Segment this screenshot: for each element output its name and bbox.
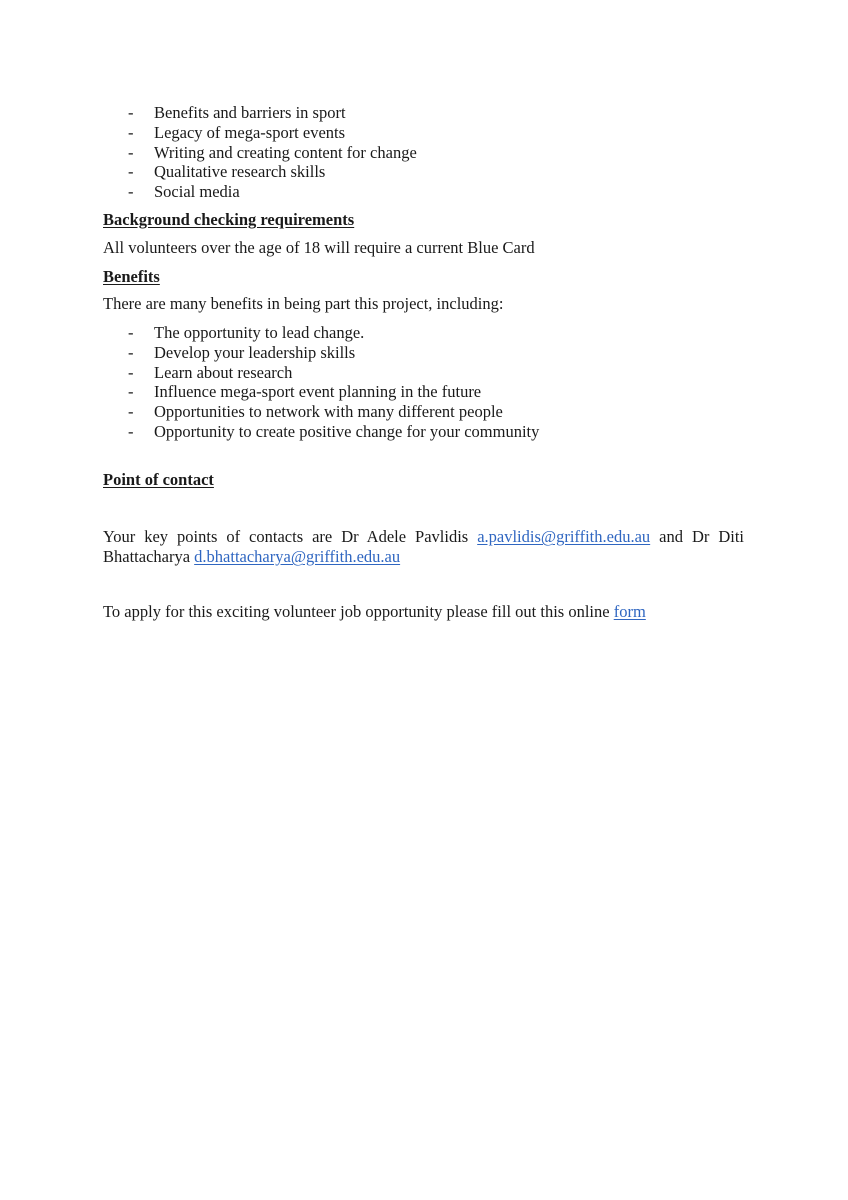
- contact-text-before: Your key points of contacts are Dr Adele Pavlidis: [103, 527, 478, 546]
- bullet-dash: -: [128, 122, 134, 142]
- list-item-text: The opportunity to lead change.: [154, 323, 365, 342]
- bullet-dash: -: [128, 142, 134, 162]
- benefits-heading: Benefits: [103, 267, 160, 286]
- list-item-text: Opportunity to create positive change for your community: [154, 421, 540, 441]
- apply-form-link[interactable]: form: [613, 602, 646, 621]
- apply-paragraph: [103, 602, 646, 622]
- bullet-dash: -: [128, 162, 134, 182]
- list-item-text: Qualitative research skills: [154, 162, 326, 182]
- benefits-intro: There are many benefits in being part this project, including:: [103, 294, 504, 313]
- list-item-text: Writing and creating content for change: [154, 142, 417, 162]
- bullet-dash: -: [128, 382, 134, 402]
- email-link-bhattacharya[interactable]: d.bhattacharya@griffith.edu.au: [194, 547, 401, 566]
- list-item-text: Influence mega-sport event planning in the future: [154, 382, 482, 402]
- contact-heading: Point of contact: [103, 470, 214, 489]
- bullet-dash: -: [128, 402, 134, 422]
- bullet-dash: -: [128, 362, 134, 382]
- list-item-text: Opportunities to network with many different people: [154, 402, 503, 422]
- list-item-text: Legacy of mega-sport events: [154, 122, 346, 142]
- contact-text-middle: and Dr Diti Bhattacharya: [103, 527, 744, 566]
- list-item-text: Benefits and barriers in sport: [154, 103, 346, 122]
- email-link-pavlidis[interactable]: a.pavlidis@griffith.edu.au: [477, 527, 651, 546]
- background-text: All volunteers over the age of 18 will require a current Blue Card: [103, 238, 535, 257]
- apply-text: To apply for this exciting volunteer job opportunity please fill out this online: [103, 602, 614, 621]
- background-heading: Background checking requirements: [103, 210, 355, 229]
- bullet-dash: -: [128, 182, 134, 202]
- bullet-dash: -: [128, 342, 134, 362]
- contact-paragraph: [103, 527, 744, 567]
- list-item-text: Social media: [154, 182, 240, 202]
- list-item-text: Develop your leadership skills: [154, 342, 356, 362]
- list-item-text: Learn about research: [154, 362, 293, 382]
- bullet-dash: -: [128, 103, 134, 122]
- bullet-dash: -: [128, 323, 134, 342]
- bullet-dash: -: [128, 421, 134, 441]
